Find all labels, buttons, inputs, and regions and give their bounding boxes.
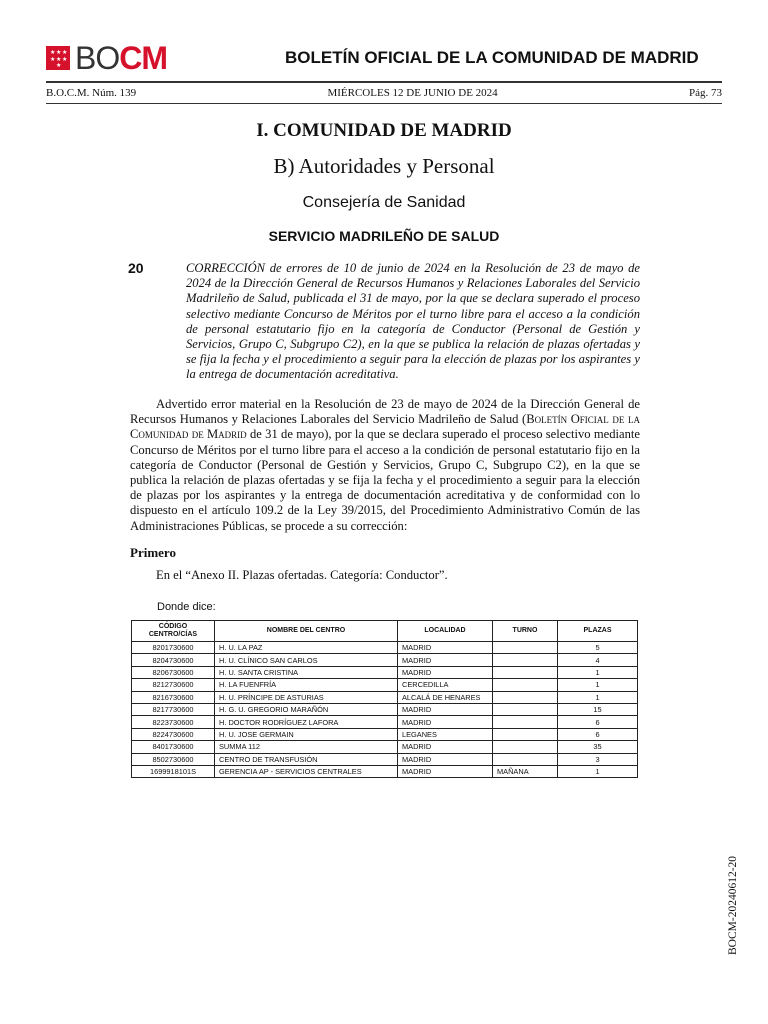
cell-plazas: 6: [558, 728, 638, 740]
issue-number: B.O.C.M. Núm. 139: [46, 87, 137, 99]
table-row: [132, 716, 638, 728]
cell-localidad: CERCEDILLA: [398, 679, 493, 691]
cell-nombre: H. LA FUENFRÍA: [215, 679, 398, 691]
cell-nombre: GERENCIA AP - SERVICIOS CENTRALES: [215, 765, 398, 777]
cell-turno: [493, 691, 558, 703]
cell-codigo: 8223730600: [132, 716, 215, 728]
table-row: [132, 703, 638, 715]
cell-nombre: H. DOCTOR RODRÍGUEZ LAFORA: [215, 716, 398, 728]
bocm-logo: [46, 39, 167, 76]
table-row: [132, 679, 638, 691]
cell-nombre: H. U. SANTA CRISTINA: [215, 666, 398, 678]
agency-name: SERVICIO MADRILEÑO DE SALUD: [268, 228, 500, 244]
cell-nombre: H. U. PRÍNCIPE DE ASTURIAS: [215, 691, 398, 703]
logo-text-bo: BO: [75, 39, 120, 76]
cell-turno: [493, 679, 558, 691]
cell-turno: [493, 703, 558, 715]
cell-codigo: 8201730600: [132, 642, 215, 654]
cell-turno: [493, 753, 558, 765]
cell-plazas: 6: [558, 716, 638, 728]
table-row: [132, 654, 638, 666]
cell-plazas: 1: [558, 666, 638, 678]
table-row: [132, 753, 638, 765]
cell-nombre: H. U. LA PAZ: [215, 642, 398, 654]
body-part-2: de 31 de mayo), por la que se declara superado el proceso selectivo mediante Concurso de Méritos por el turno libre para el acceso a la condición de personal estatutario fijo en la categoría de Conductor (Personal de Gestión y Servicios, Grupo C, Subgrupo C2), en la que se publica la relación de plazas ofertadas y se fija la fecha y el procedimiento a seguir para la elección de plazas por los aspirantes y la entrega de documentación acreditativa y de conformidad con lo dispuesto en el artículo 109.2 de la Ley 39/2015, del Procedimiento Administrativo Común de las Administraciones Públicas, se procede a su corrección:: [130, 427, 640, 533]
document-body: [130, 397, 640, 534]
plazas-table: [131, 620, 638, 778]
cell-codigo: 8204730600: [132, 654, 215, 666]
issue-date: MIÉRCOLES 12 DE JUNIO DE 2024: [327, 87, 498, 99]
cell-codigo: 8216730600: [132, 691, 215, 703]
cell-nombre: SUMMA 112: [215, 741, 398, 753]
cell-turno: MAÑANA: [493, 765, 558, 777]
cell-codigo: 1699918101S: [132, 765, 215, 777]
section-subtitle: B) Autoridades y Personal: [273, 154, 495, 178]
header-nombre: NOMBRE DEL CENTRO: [215, 621, 398, 642]
table-row: [132, 666, 638, 678]
cell-localidad: MADRID: [398, 765, 493, 777]
cell-nombre: H. G. U. GREGORIO MARAÑÓN: [215, 703, 398, 715]
document-abstract: CORRECCIÓN de errores de 10 de junio de 2024 en la Resolución de 23 de mayo de 2024 de la Dirección General de Recursos Humanos y Relaciones Laborales del Servicio Madrileño de Salud, publicada el 31 de mayo, por la que se declara superado el proceso selectivo mediante Concurso de Méritos por el turno libre para el acceso a la condición de personal estatutario fijo en la categoría de Conductor (Personal de Gestión y Servicios, Grupo C, Subgrupo C2), en la que se publica la relación de plazas ofertadas y se fija la fecha y el procedimiento a seguir para la elección de plazas por los aspirantes y la entrega de documentación acreditativa.: [186, 261, 640, 382]
cell-nombre: H. U. CLÍNICO SAN CARLOS: [215, 654, 398, 666]
heading-primero: Primero: [130, 545, 176, 560]
cell-localidad: MADRID: [398, 642, 493, 654]
logo-text-cm: CM: [119, 39, 167, 76]
subheader-rule: [46, 103, 722, 104]
cell-localidad: MADRID: [398, 703, 493, 715]
table-row: [132, 691, 638, 703]
cell-codigo: 8401730600: [132, 741, 215, 753]
cell-localidad: MADRID: [398, 654, 493, 666]
cell-plazas: 4: [558, 654, 638, 666]
cell-plazas: 15: [558, 703, 638, 715]
issue-line: [46, 87, 722, 99]
body-part-1: Advertido error material en la Resolución de 23 de mayo de 2024 de la Dirección General de Recursos Humanos y Relaciones Laborales del Servicio Madrileño de Salud (: [130, 397, 640, 427]
page-number: Pág. 73: [688, 87, 722, 99]
cell-nombre: H. U. JOSE GERMAIN: [215, 728, 398, 740]
cell-turno: [493, 741, 558, 753]
cell-plazas: 5: [558, 642, 638, 654]
cell-plazas: 1: [558, 765, 638, 777]
cell-codigo: 8217730600: [132, 703, 215, 715]
donde-dice-label: Donde dice:: [157, 601, 216, 613]
department-name: Consejería de Sanidad: [302, 194, 466, 211]
cell-turno: [493, 642, 558, 654]
side-reference: BOCM-20240612-20: [727, 855, 739, 955]
cell-turno: [493, 728, 558, 740]
cell-plazas: 35: [558, 741, 638, 753]
header-localidad: LOCALIDAD: [398, 621, 493, 642]
cell-turno: [493, 716, 558, 728]
document-number: 20: [128, 260, 144, 276]
table-row: [132, 642, 638, 654]
cell-plazas: 3: [558, 753, 638, 765]
cell-localidad: MADRID: [398, 666, 493, 678]
cell-codigo: 8212730600: [132, 679, 215, 691]
cell-nombre: CENTRO DE TRANSFUSIÓN: [215, 753, 398, 765]
cell-localidad: MADRID: [398, 716, 493, 728]
cell-plazas: 1: [558, 691, 638, 703]
cell-localidad: LEGANES: [398, 728, 493, 740]
cell-codigo: 8502730600: [132, 753, 215, 765]
table-row: [132, 765, 638, 777]
table-header-row: [132, 621, 638, 642]
cell-codigo: 8206730600: [132, 666, 215, 678]
body-gazette-reference: Boletín Oficial de la Comunidad de Madrid: [130, 412, 640, 442]
cell-turno: [493, 654, 558, 666]
cell-localidad: MADRID: [398, 753, 493, 765]
cell-codigo: 8224730600: [132, 728, 215, 740]
table-row: [132, 741, 638, 753]
madrid-flag-icon: ★ ★ ★ ★ ★ ★ ★: [46, 46, 70, 70]
table-row: [132, 728, 638, 740]
cell-localidad: MADRID: [398, 741, 493, 753]
header-plazas: PLAZAS: [558, 621, 638, 642]
gazette-title: BOLETÍN OFICIAL DE LA COMUNIDAD DE MADRID: [285, 48, 699, 67]
header-turno: TURNO: [493, 621, 558, 642]
cell-turno: [493, 666, 558, 678]
cell-plazas: 1: [558, 679, 638, 691]
header-rule: [46, 81, 722, 83]
cell-localidad: ALCALÁ DE HENARES: [398, 691, 493, 703]
anexo-line: En el “Anexo II. Plazas ofertadas. Categoría: Conductor”.: [156, 568, 448, 582]
header-codigo: CÓDIGO CENTRO/CÍAS: [132, 621, 215, 642]
section-title: I. COMUNIDAD DE MADRID: [256, 120, 512, 141]
